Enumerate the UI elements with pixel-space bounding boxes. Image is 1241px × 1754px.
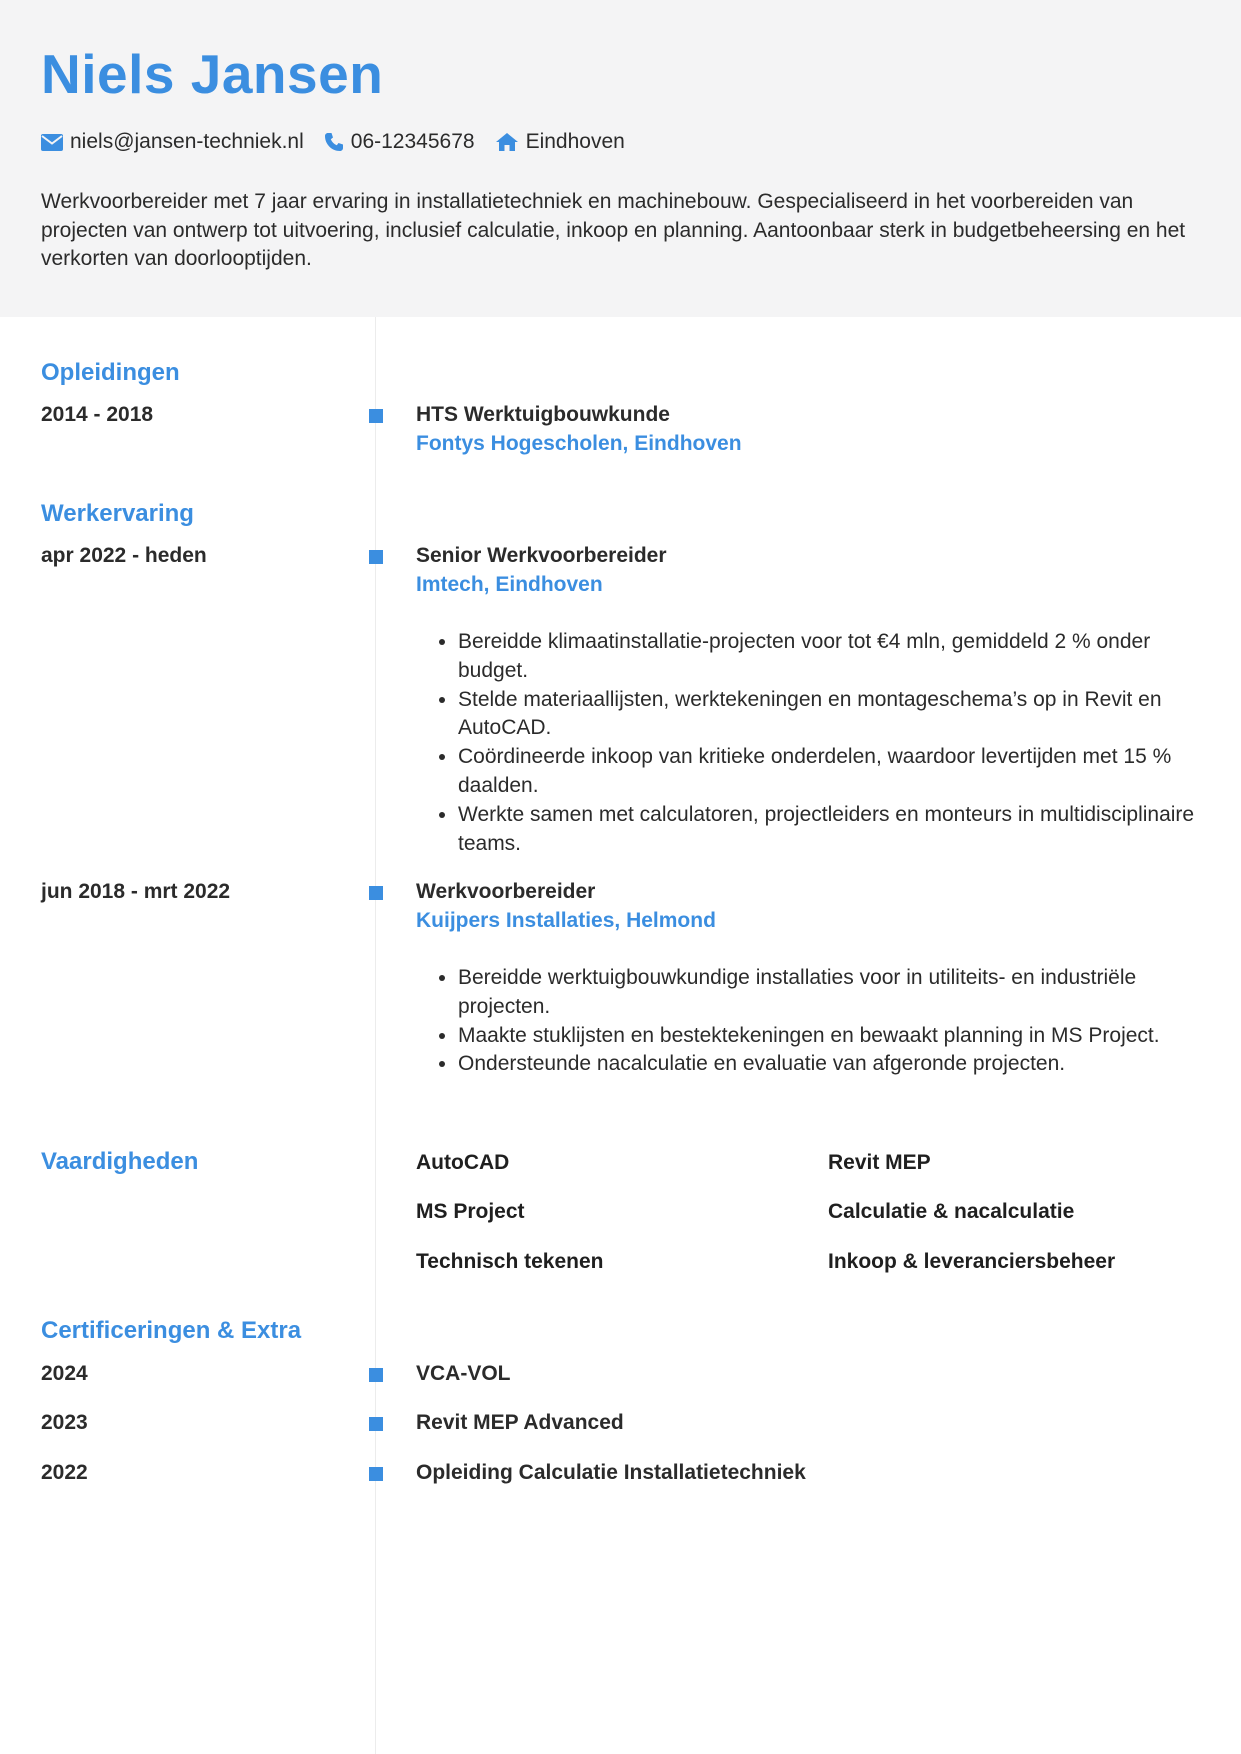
list-item: • Ondersteunde nacalculatie en evaluatie van afgeronde projecten. xyxy=(458,1050,1226,1079)
section-skills-title: Vaardigheden xyxy=(41,1148,199,1175)
certification-year: 2022 xyxy=(41,1461,88,1484)
certification-name: Opleiding Calculatie Installatietechniek xyxy=(416,1461,806,1484)
experience-role: Senior Werkvoorbereider xyxy=(416,544,667,567)
experience-period: jun 2018 - mrt 2022 xyxy=(41,880,231,903)
list-item: • Maakte stuklijsten en bestektekeningen en bewaakt planning in MS Project. xyxy=(458,1022,1226,1051)
timeline-marker xyxy=(369,1467,383,1481)
list-item: • Bereidde klimaatinstallatie-projecten voor tot €4 mln, gemiddeld 2 % onder budget. xyxy=(458,628,1226,686)
experience-period: apr 2022 - heden xyxy=(41,544,207,567)
education-degree: HTS Werktuigbouwkunde xyxy=(416,403,670,426)
skill-item: MS Project xyxy=(416,1200,525,1223)
skill-item: Inkoop & leveranciersbeheer xyxy=(828,1250,1116,1273)
timeline-divider xyxy=(375,317,376,1754)
section-certifications-title: Certificeringen & Extra xyxy=(41,1317,302,1344)
phone-text: 06-12345678 xyxy=(350,130,475,153)
skill-item: Calculatie & nacalculatie xyxy=(828,1200,1075,1223)
contact-info xyxy=(41,128,625,156)
timeline-marker xyxy=(369,409,383,423)
experience-bullets xyxy=(416,964,1226,1079)
section-education-title: Opleidingen xyxy=(41,359,180,386)
resume-header xyxy=(0,0,1241,317)
experience-role: Werkvoorbereider xyxy=(416,880,596,903)
skill-item: Revit MEP xyxy=(828,1151,931,1174)
candidate-name: Niels Jansen xyxy=(41,43,384,105)
certification-name: Revit MEP Advanced xyxy=(416,1411,624,1434)
skill-item: Technisch tekenen xyxy=(416,1250,604,1273)
education-period: 2014 - 2018 xyxy=(41,403,154,426)
experience-company: Imtech, Eindhoven xyxy=(416,573,603,596)
education-school: Fontys Hogescholen, Eindhoven xyxy=(416,432,742,455)
list-item: • Coördineerde inkoop van kritieke onderdelen, waardoor levertijden met 15 % daalden. xyxy=(458,743,1226,801)
timeline-marker xyxy=(369,886,383,900)
list-item: • Bereidde werktuigbouwkundige installaties voor in utiliteits- en industriële projecten. xyxy=(458,964,1226,1022)
timeline-marker xyxy=(369,550,383,564)
contact-location xyxy=(495,130,625,154)
section-experience-title: Werkervaring xyxy=(41,500,194,527)
timeline-marker xyxy=(369,1417,383,1431)
contact-email[interactable] xyxy=(41,130,304,154)
certification-year: 2024 xyxy=(41,1362,88,1385)
experience-company: Kuijpers Installaties, Helmond xyxy=(416,909,716,932)
phone-icon xyxy=(324,132,344,152)
timeline-marker xyxy=(369,1368,383,1382)
certification-year: 2023 xyxy=(41,1411,88,1434)
list-item: • Werkte samen met calculatoren, projectleiders en monteurs in multidisciplinaire teams. xyxy=(458,801,1226,859)
location-text: Eindhoven xyxy=(525,130,625,153)
certification-name: VCA-VOL xyxy=(416,1362,511,1385)
skill-item: AutoCAD xyxy=(416,1151,510,1174)
envelope-icon xyxy=(41,134,63,151)
home-icon xyxy=(495,132,519,152)
contact-phone[interactable] xyxy=(324,130,475,154)
email-text: niels@jansen-techniek.nl xyxy=(70,130,304,153)
profile-summary: Werkvoorbereider met 7 jaar ervaring in installatietechniek en machinebouw. Gespecialiseerd in het voorbereiden van projecten van ontwerp tot uitvoering, inclusief calculatie, inkoop en planning. Aantoonbaar sterk in budgetbeheersing en het verkorten van doorlooptijden. xyxy=(41,190,1186,270)
experience-bullets xyxy=(416,628,1226,858)
list-item: • Stelde materiaallijsten, werktekeningen en montageschema’s op in Revit en AutoCAD. xyxy=(458,686,1226,744)
